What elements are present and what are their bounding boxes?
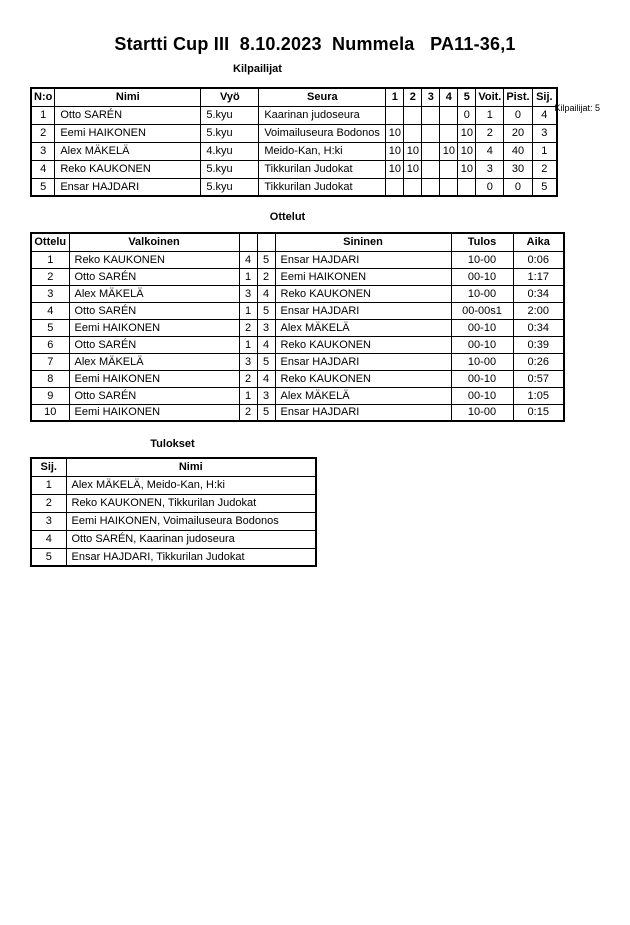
- col-header-opp5: 5: [458, 88, 476, 106]
- cell-match-no: 8: [31, 370, 69, 387]
- cell-blue-no: 5: [257, 404, 275, 421]
- cell-blue-name: Alex MÄKELÄ: [275, 387, 451, 404]
- cell-blue-name: Ensar HAJDARI: [275, 302, 451, 319]
- table-row: [31, 302, 564, 319]
- cell-opp4: [440, 178, 458, 196]
- cell-blue-no: 3: [257, 319, 275, 336]
- cell-blue-no: 3: [257, 387, 275, 404]
- cell-name: Alex MÄKELÄ: [55, 142, 201, 160]
- cell-white-name: Otto SARÉN: [69, 336, 239, 353]
- cell-white-name: Eemi HAIKONEN: [69, 319, 239, 336]
- cell-name: Reko KAUKONEN: [55, 160, 201, 178]
- cell-club: Meido-Kan, H:ki: [259, 142, 386, 160]
- table-row: [31, 512, 316, 530]
- cell-wins: 3: [476, 160, 504, 178]
- cell-club: Kaarinan judoseura: [259, 106, 386, 124]
- cell-points: 40: [504, 142, 532, 160]
- cell-time: 0:34: [513, 285, 564, 302]
- col-header-place: Sij.: [532, 88, 557, 106]
- cell-no: 2: [31, 124, 55, 142]
- competitors-table: [30, 87, 558, 197]
- cell-white-no: 4: [239, 251, 257, 268]
- cell-no: 3: [31, 142, 55, 160]
- cell-opp4: 10: [440, 142, 458, 160]
- cell-place: 2: [31, 494, 66, 512]
- cell-name: Ensar HAJDARI, Tikkurilan Judokat: [66, 548, 316, 566]
- cell-match-no: 3: [31, 285, 69, 302]
- cell-result: 00-10: [451, 336, 513, 353]
- cell-belt: 5.kyu: [201, 160, 259, 178]
- table-row: [31, 476, 316, 494]
- cell-place: 5: [532, 178, 557, 196]
- table-row: [31, 404, 564, 421]
- cell-no: 1: [31, 106, 55, 124]
- cell-opp1: 10: [386, 160, 404, 178]
- cell-result: 10-00: [451, 404, 513, 421]
- cell-blue-name: Reko KAUKONEN: [275, 336, 451, 353]
- cell-time: 1:05: [513, 387, 564, 404]
- cell-blue-name: Alex MÄKELÄ: [275, 319, 451, 336]
- col-header-name: Nimi: [66, 458, 316, 476]
- cell-blue-no: 5: [257, 302, 275, 319]
- cell-opp3: [422, 142, 440, 160]
- table-row: [31, 160, 557, 178]
- cell-name: Otto SARÉN: [55, 106, 201, 124]
- cell-match-no: 1: [31, 251, 69, 268]
- cell-opp4: [440, 160, 458, 178]
- cell-blue-name: Ensar HAJDARI: [275, 404, 451, 421]
- section-title-results: Tulokset: [150, 438, 195, 450]
- col-header-opp3: 3: [422, 88, 440, 106]
- col-header-white-number: [239, 233, 257, 251]
- cell-time: 0:06: [513, 251, 564, 268]
- cell-club: Voimailuseura Bodonos: [259, 124, 386, 142]
- cell-opp4: [440, 124, 458, 142]
- col-header-no: N:o: [31, 88, 55, 106]
- section-title-competitors: Kilpailijat: [233, 63, 282, 75]
- cell-white-no: 3: [239, 353, 257, 370]
- cell-wins: 4: [476, 142, 504, 160]
- competitor-count-label: Kilpailijat: 5: [554, 103, 600, 113]
- col-header-opp4: 4: [440, 88, 458, 106]
- col-header-wins: Voit.: [476, 88, 504, 106]
- cell-opp3: [422, 178, 440, 196]
- col-header-white: Valkoinen: [69, 233, 239, 251]
- cell-white-no: 2: [239, 370, 257, 387]
- cell-opp2: 10: [404, 160, 422, 178]
- cell-points: 0: [504, 106, 532, 124]
- results-table: [30, 457, 317, 567]
- col-header-place: Sij.: [31, 458, 66, 476]
- cell-time: 2:00: [513, 302, 564, 319]
- cell-belt: 5.kyu: [201, 106, 259, 124]
- matches-table: [30, 232, 565, 422]
- cell-blue-no: 4: [257, 370, 275, 387]
- col-header-match: Ottelu: [31, 233, 69, 251]
- cell-match-no: 9: [31, 387, 69, 404]
- cell-result: 10-00: [451, 251, 513, 268]
- cell-blue-name: Ensar HAJDARI: [275, 353, 451, 370]
- cell-opp1: [386, 178, 404, 196]
- cell-name: Eemi HAIKONEN: [55, 124, 201, 142]
- cell-place: 2: [532, 160, 557, 178]
- cell-white-name: Reko KAUKONEN: [69, 251, 239, 268]
- cell-belt: 4.kyu: [201, 142, 259, 160]
- cell-result: 00-10: [451, 319, 513, 336]
- cell-name: Eemi HAIKONEN, Voimailuseura Bodonos: [66, 512, 316, 530]
- cell-opp2: [404, 124, 422, 142]
- col-header-result: Tulos: [451, 233, 513, 251]
- cell-name: Ensar HAJDARI: [55, 178, 201, 196]
- col-header-time: Aika: [513, 233, 564, 251]
- cell-match-no: 5: [31, 319, 69, 336]
- cell-white-no: 1: [239, 268, 257, 285]
- cell-opp4: [440, 106, 458, 124]
- cell-opp5: 10: [458, 160, 476, 178]
- col-header-name: Nimi: [55, 88, 201, 106]
- table-row: [31, 319, 564, 336]
- results-document: [0, 34, 630, 567]
- cell-white-name: Otto SARÉN: [69, 268, 239, 285]
- results-header-row: [31, 458, 316, 476]
- cell-white-no: 2: [239, 319, 257, 336]
- cell-blue-name: Eemi HAIKONEN: [275, 268, 451, 285]
- cell-opp2: [404, 178, 422, 196]
- cell-club: Tikkurilan Judokat: [259, 178, 386, 196]
- cell-match-no: 10: [31, 404, 69, 421]
- table-row: [31, 370, 564, 387]
- cell-time: 0:15: [513, 404, 564, 421]
- competitors-header-row: [31, 88, 557, 106]
- cell-belt: 5.kyu: [201, 178, 259, 196]
- cell-white-no: 3: [239, 285, 257, 302]
- cell-points: 20: [504, 124, 532, 142]
- table-row: [31, 387, 564, 404]
- cell-wins: 2: [476, 124, 504, 142]
- cell-place: 4: [532, 106, 557, 124]
- cell-match-no: 7: [31, 353, 69, 370]
- cell-opp3: [422, 160, 440, 178]
- table-row: [31, 336, 564, 353]
- cell-place: 1: [31, 476, 66, 494]
- cell-points: 30: [504, 160, 532, 178]
- table-row: [31, 142, 557, 160]
- cell-no: 5: [31, 178, 55, 196]
- page-title: Startti Cup III 8.10.2023 Nummela PA11-36,1: [114, 34, 516, 54]
- cell-place: 5: [31, 548, 66, 566]
- cell-result: 10-00: [451, 353, 513, 370]
- cell-white-name: Eemi HAIKONEN: [69, 370, 239, 387]
- table-row: [31, 251, 564, 268]
- cell-white-name: Alex MÄKELÄ: [69, 285, 239, 302]
- cell-no: 4: [31, 160, 55, 178]
- cell-result: 00-10: [451, 387, 513, 404]
- cell-name: Otto SARÉN, Kaarinan judoseura: [66, 530, 316, 548]
- table-row: [31, 548, 316, 566]
- cell-time: 0:26: [513, 353, 564, 370]
- col-header-belt: Vyö: [201, 88, 259, 106]
- table-row: [31, 106, 557, 124]
- cell-place: 1: [532, 142, 557, 160]
- cell-result: 00-10: [451, 268, 513, 285]
- cell-opp1: 10: [386, 142, 404, 160]
- cell-white-no: 1: [239, 387, 257, 404]
- cell-blue-no: 2: [257, 268, 275, 285]
- cell-result: 00-10: [451, 370, 513, 387]
- cell-match-no: 6: [31, 336, 69, 353]
- table-row: [31, 353, 564, 370]
- cell-white-name: Alex MÄKELÄ: [69, 353, 239, 370]
- cell-opp1: 10: [386, 124, 404, 142]
- col-header-opp2: 2: [404, 88, 422, 106]
- cell-time: 0:57: [513, 370, 564, 387]
- cell-opp5: 10: [458, 142, 476, 160]
- cell-blue-no: 5: [257, 251, 275, 268]
- cell-time: 0:34: [513, 319, 564, 336]
- cell-opp5: [458, 178, 476, 196]
- cell-opp3: [422, 106, 440, 124]
- cell-opp2: 10: [404, 142, 422, 160]
- cell-time: 1:17: [513, 268, 564, 285]
- cell-place: 4: [31, 530, 66, 548]
- table-row: [31, 124, 557, 142]
- table-row: [31, 178, 557, 196]
- col-header-blue: Sininen: [275, 233, 451, 251]
- cell-wins: 1: [476, 106, 504, 124]
- cell-blue-no: 5: [257, 353, 275, 370]
- cell-white-name: Otto SARÉN: [69, 302, 239, 319]
- cell-blue-name: Ensar HAJDARI: [275, 251, 451, 268]
- cell-result: 10-00: [451, 285, 513, 302]
- cell-time: 0:39: [513, 336, 564, 353]
- table-row: [31, 285, 564, 302]
- cell-blue-no: 4: [257, 285, 275, 302]
- cell-blue-name: Reko KAUKONEN: [275, 370, 451, 387]
- cell-opp5: 10: [458, 124, 476, 142]
- cell-white-no: 1: [239, 302, 257, 319]
- cell-match-no: 4: [31, 302, 69, 319]
- cell-opp5: 0: [458, 106, 476, 124]
- cell-white-name: Eemi HAIKONEN: [69, 404, 239, 421]
- cell-belt: 5.kyu: [201, 124, 259, 142]
- matches-header-row: [31, 233, 564, 251]
- cell-place: 3: [31, 512, 66, 530]
- cell-match-no: 2: [31, 268, 69, 285]
- col-header-points: Pist.: [504, 88, 532, 106]
- col-header-opp1: 1: [386, 88, 404, 106]
- cell-result: 00-00s1: [451, 302, 513, 319]
- cell-opp2: [404, 106, 422, 124]
- cell-club: Tikkurilan Judokat: [259, 160, 386, 178]
- cell-white-name: Otto SARÉN: [69, 387, 239, 404]
- cell-points: 0: [504, 178, 532, 196]
- cell-white-no: 2: [239, 404, 257, 421]
- cell-blue-name: Reko KAUKONEN: [275, 285, 451, 302]
- col-header-club: Seura: [259, 88, 386, 106]
- cell-opp3: [422, 124, 440, 142]
- cell-name: Alex MÄKELÄ, Meido-Kan, H:ki: [66, 476, 316, 494]
- cell-blue-no: 4: [257, 336, 275, 353]
- cell-opp1: [386, 106, 404, 124]
- cell-name: Reko KAUKONEN, Tikkurilan Judokat: [66, 494, 316, 512]
- table-row: [31, 268, 564, 285]
- cell-wins: 0: [476, 178, 504, 196]
- col-header-blue-number: [257, 233, 275, 251]
- table-row: [31, 530, 316, 548]
- section-title-matches: Ottelut: [269, 211, 306, 223]
- cell-white-no: 1: [239, 336, 257, 353]
- cell-place: 3: [532, 124, 557, 142]
- table-row: [31, 494, 316, 512]
